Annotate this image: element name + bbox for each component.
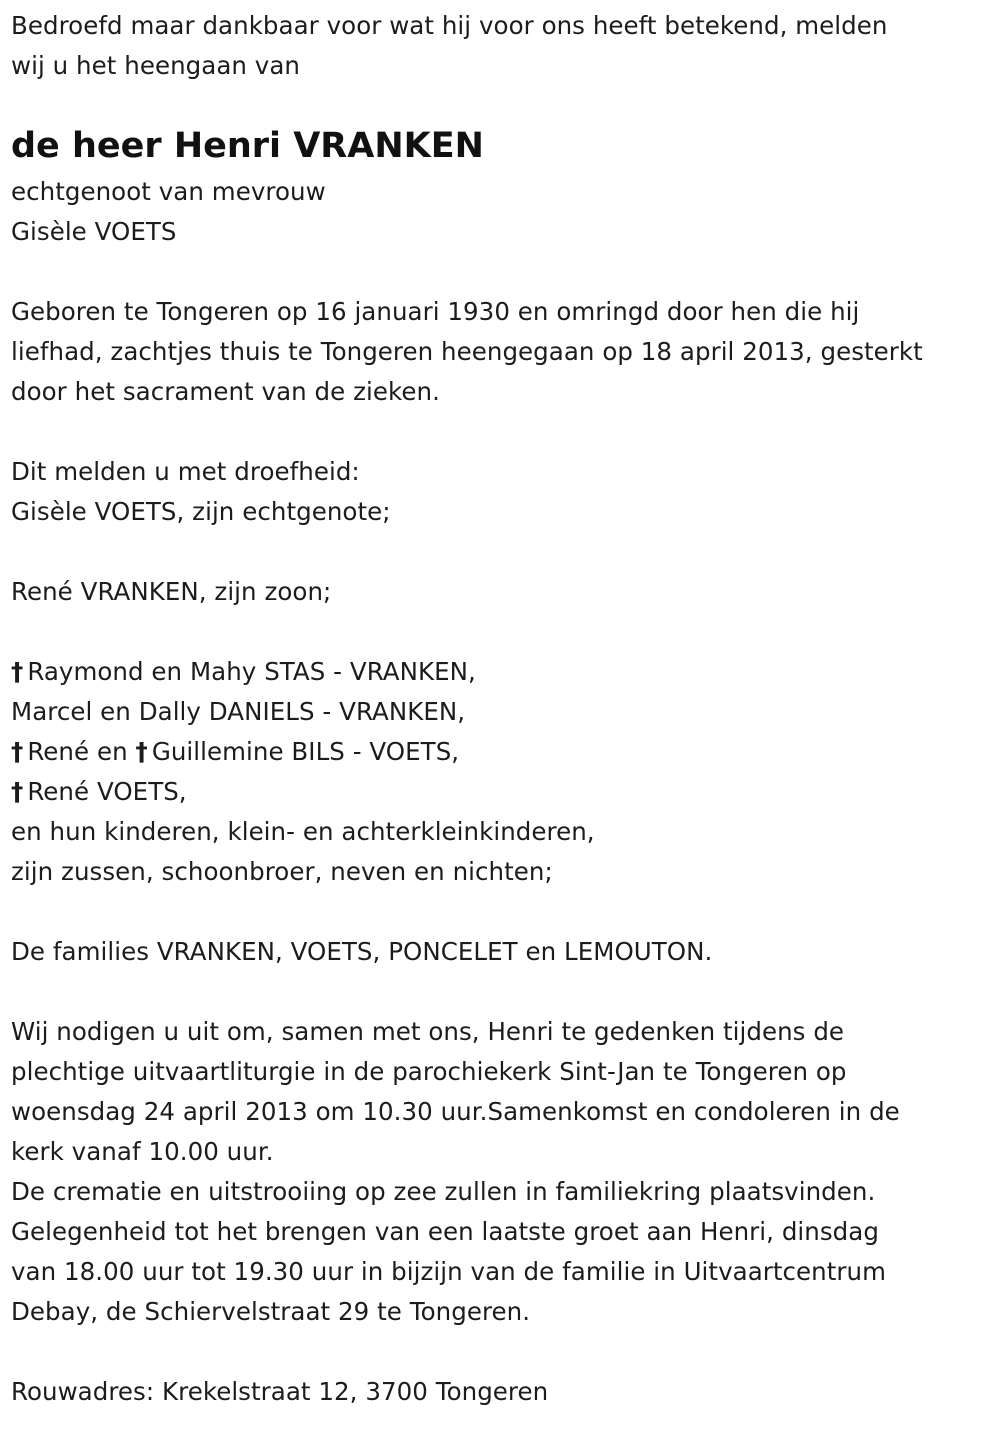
son-line: René VRANKEN, zijn zoon; <box>11 577 332 606</box>
relatives-block <box>11 652 996 892</box>
relative-line: en hun kinderen, klein- en achterkleinkinderen, <box>11 817 595 846</box>
relative-text: Raymond en Mahy STAS - VRANKEN, <box>27 657 476 686</box>
spouse-block <box>11 172 996 252</box>
relative-text: Guillemine BILS - VOETS, <box>151 737 460 766</box>
birth-death-line: door het sacrament van de zieken. <box>11 377 440 406</box>
relative-line <box>11 652 996 692</box>
birth-death-paragraph <box>11 292 996 412</box>
deceased-name: de heer Henri VRANKEN <box>11 126 484 166</box>
cross-icon: † <box>11 777 24 806</box>
service-line: woensdag 24 april 2013 om 10.30 uur.Samenkomst en condoleren in de <box>11 1097 900 1126</box>
service-line: van 18.00 uur tot 19.30 uur in bijzijn van de familie in Uitvaartcentrum <box>11 1257 887 1286</box>
cross-icon: † <box>11 737 24 766</box>
families-line: De families VRANKEN, VOETS, PONCELET en LEMOUTON. <box>11 937 713 966</box>
service-line: Debay, de Schiervelstraat 29 te Tongeren. <box>11 1297 531 1326</box>
cross-icon: † <box>135 737 148 766</box>
spacer <box>11 252 996 292</box>
announcement-line: Gisèle VOETS, zijn echtgenote; <box>11 497 391 526</box>
spacer <box>11 1332 996 1372</box>
birth-death-line: liefhad, zachtjes thuis te Tongeren heengegaan op 18 april 2013, gesterkt <box>11 337 923 366</box>
service-line: De crematie en uitstrooiing op zee zullen in familiekring plaatsvinden. <box>11 1177 876 1206</box>
spouse-line: Gisèle VOETS <box>11 217 177 246</box>
relative-text: René VOETS, <box>27 777 187 806</box>
relative-line <box>11 772 996 812</box>
spouse-line: echtgenoot van mevrouw <box>11 177 326 206</box>
relative-line: zijn zussen, schoonbroer, neven en nichten; <box>11 857 553 886</box>
service-line: Wij nodigen u uit om, samen met ons, Henri te gedenken tijdens de <box>11 1017 845 1046</box>
relative-text: René en <box>27 737 128 766</box>
intro-line: wij u het heengaan van <box>11 51 300 80</box>
spacer <box>11 412 996 452</box>
birth-death-line: Geboren te Tongeren op 16 januari 1930 en omringd door hen die hij <box>11 297 860 326</box>
spacer <box>11 532 996 572</box>
intro-paragraph <box>11 6 996 86</box>
relative-line <box>11 732 996 772</box>
spacer <box>11 892 996 932</box>
service-line: plechtige uitvaartliturgie in de parochiekerk Sint-Jan te Tongeren op <box>11 1057 847 1086</box>
service-line: Gelegenheid tot het brengen van een laatste groet aan Henri, dinsdag <box>11 1217 879 1246</box>
obituary-notice <box>11 6 996 1412</box>
cross-icon: † <box>11 657 24 686</box>
spacer <box>11 612 996 652</box>
intro-line: Bedroefd maar dankbaar voor wat hij voor ons heeft betekend, melden <box>11 11 888 40</box>
service-line: kerk vanaf 10.00 uur. <box>11 1137 274 1166</box>
service-paragraph <box>11 1012 996 1332</box>
announcement-block <box>11 452 996 532</box>
announcement-line: Dit melden u met droefheid: <box>11 457 360 486</box>
address-line: Rouwadres: Krekelstraat 12, 3700 Tongeren <box>11 1377 549 1406</box>
spacer <box>11 972 996 1012</box>
relative-line: Marcel en Dally DANIELS - VRANKEN, <box>11 697 466 726</box>
